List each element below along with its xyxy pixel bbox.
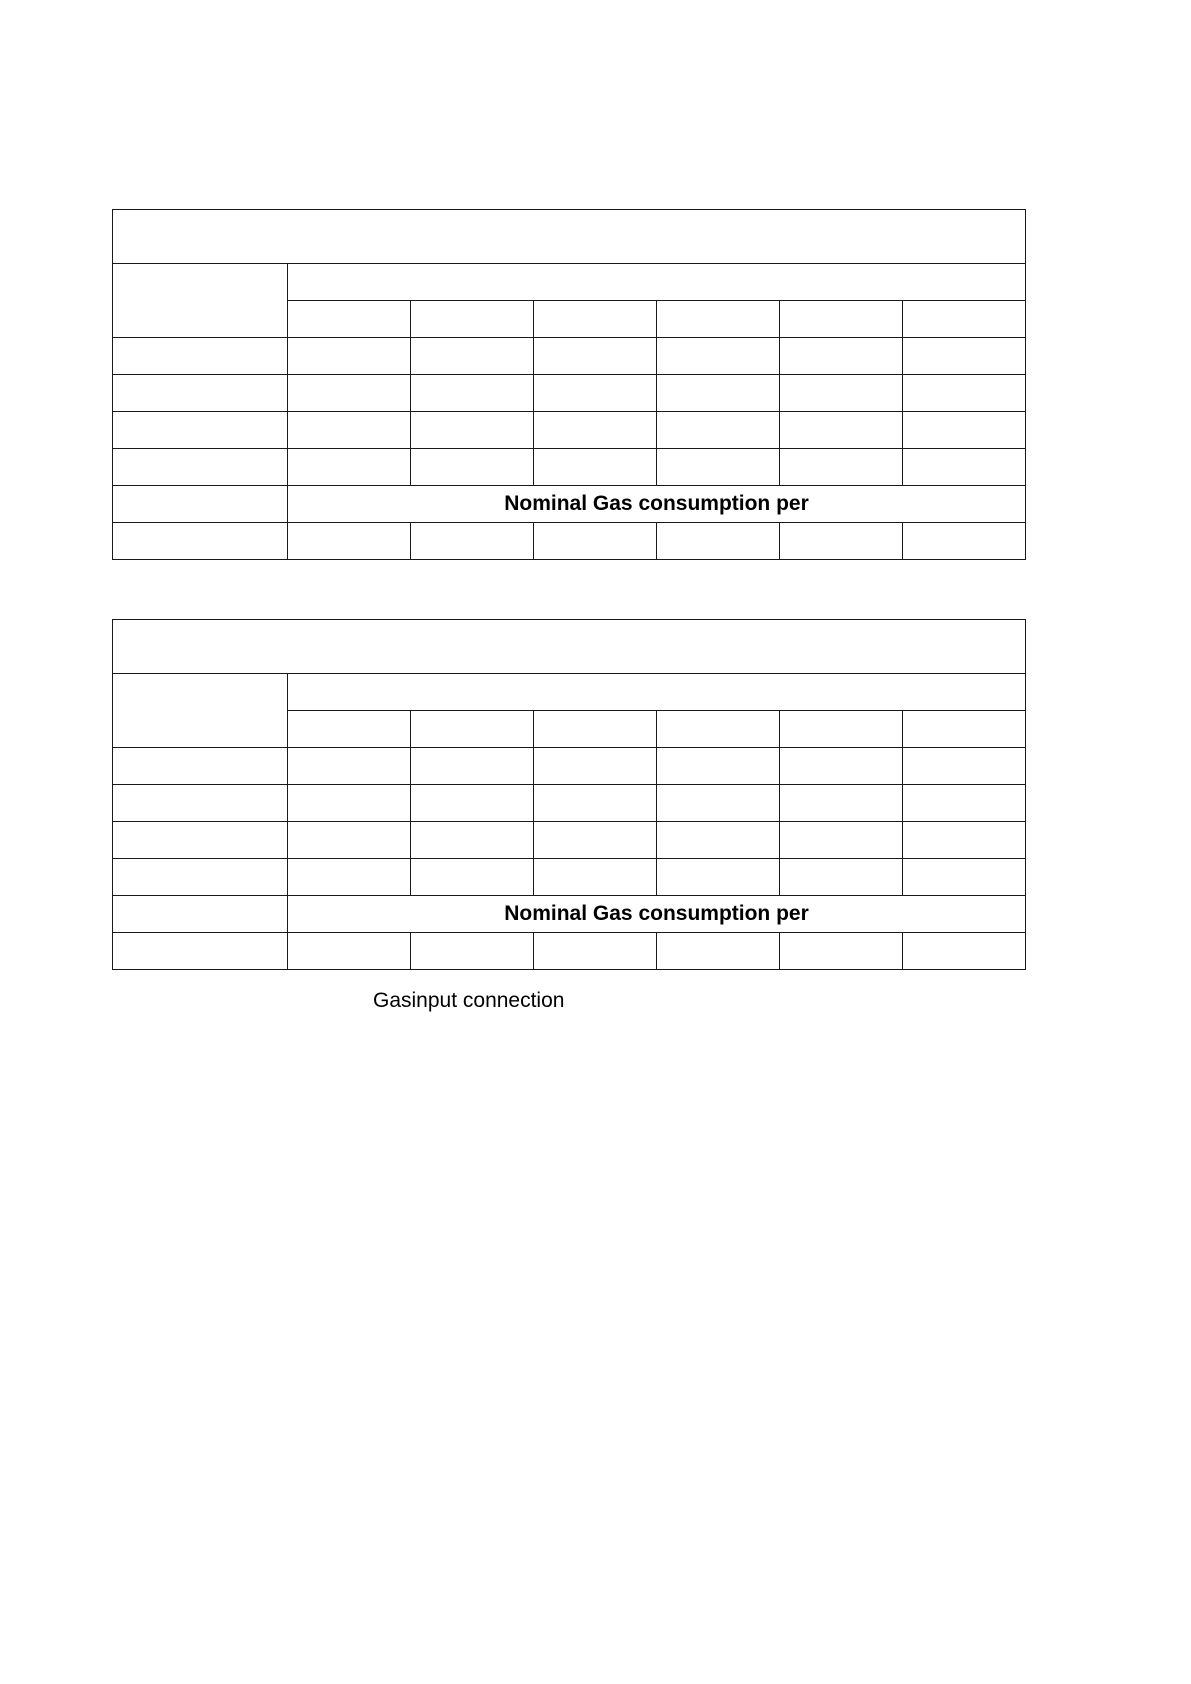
note-row	[113, 896, 1026, 933]
table-cell	[288, 375, 411, 412]
table-cell	[657, 375, 780, 412]
table-cell	[411, 859, 534, 896]
column-header-cell	[903, 301, 1026, 338]
table-cell	[534, 523, 657, 560]
table-cell	[903, 449, 1026, 486]
table-cell	[657, 822, 780, 859]
table-title-cell	[113, 620, 1026, 674]
table-title-cell	[113, 210, 1026, 264]
table-cell	[113, 785, 288, 822]
column-header-cell	[657, 301, 780, 338]
table-cell	[411, 375, 534, 412]
table-cell	[903, 748, 1026, 785]
column-header-cell	[411, 711, 534, 748]
table-row	[113, 412, 1026, 449]
header-row	[113, 674, 1026, 711]
table-cell	[780, 338, 903, 375]
column-header-cell	[780, 301, 903, 338]
table-cell	[657, 523, 780, 560]
table-cell	[411, 338, 534, 375]
table-cell	[903, 338, 1026, 375]
column-group-header-cell	[288, 264, 1026, 301]
column-header-cell	[780, 711, 903, 748]
table-cell	[534, 338, 657, 375]
table-cell	[288, 785, 411, 822]
table-cell	[903, 523, 1026, 560]
table-cell	[903, 375, 1026, 412]
table-cell	[411, 785, 534, 822]
gas-consumption-note: Nominal Gas consumption per	[288, 486, 1026, 523]
table-cell	[534, 412, 657, 449]
column-group-header-cell	[288, 674, 1026, 711]
table-cell	[657, 859, 780, 896]
table-cell	[411, 449, 534, 486]
table-cell	[780, 933, 903, 970]
table-cell	[113, 748, 288, 785]
column-header-cell	[903, 711, 1026, 748]
table-row	[113, 338, 1026, 375]
header-row	[113, 264, 1026, 301]
gas-table-1	[112, 209, 1026, 560]
table-cell	[411, 412, 534, 449]
table-cell	[411, 748, 534, 785]
table-cell	[411, 822, 534, 859]
note-row	[113, 486, 1026, 523]
table-cell	[534, 933, 657, 970]
table-cell	[903, 822, 1026, 859]
table-cell	[780, 859, 903, 896]
table-row	[113, 523, 1026, 560]
table-cell	[288, 859, 411, 896]
table-cell	[534, 375, 657, 412]
table-cell	[113, 486, 288, 523]
table-row	[113, 449, 1026, 486]
table-cell	[903, 933, 1026, 970]
table-cell	[288, 338, 411, 375]
table-cell	[534, 822, 657, 859]
column-header-cell	[534, 301, 657, 338]
table-row	[113, 933, 1026, 970]
column-header-cell	[657, 711, 780, 748]
table-cell	[288, 412, 411, 449]
column-header-cell	[534, 711, 657, 748]
table-cell	[411, 523, 534, 560]
table-cell	[288, 822, 411, 859]
table-cell	[113, 338, 288, 375]
table-cell	[780, 449, 903, 486]
table-row	[113, 748, 1026, 785]
table-cell	[288, 449, 411, 486]
table-cell	[903, 785, 1026, 822]
table-row	[113, 375, 1026, 412]
table-cell	[113, 412, 288, 449]
table-cell	[113, 523, 288, 560]
table-cell	[903, 859, 1026, 896]
table-row	[113, 859, 1026, 896]
table-cell	[780, 412, 903, 449]
table-cell	[657, 748, 780, 785]
table-cell	[288, 748, 411, 785]
table-cell	[657, 412, 780, 449]
table-row	[113, 822, 1026, 859]
gas-consumption-note: Nominal Gas consumption per	[288, 896, 1026, 933]
table-cell	[113, 822, 288, 859]
table-cell	[113, 449, 288, 486]
column-header-cell	[288, 301, 411, 338]
column-header-cell	[288, 711, 411, 748]
table-cell	[657, 338, 780, 375]
table-cell	[288, 933, 411, 970]
row-label-header-cell	[113, 264, 288, 338]
table-cell	[780, 785, 903, 822]
row-label-header-cell	[113, 674, 288, 748]
table-cell	[657, 785, 780, 822]
table-cell	[288, 523, 411, 560]
table-cell	[657, 449, 780, 486]
table-title-row	[113, 210, 1026, 264]
table-cell	[780, 748, 903, 785]
gas-table-2	[112, 619, 1026, 970]
gas-input-caption: Gasinput connection	[373, 989, 565, 1012]
table-cell	[411, 933, 534, 970]
table-cell	[113, 896, 288, 933]
table-cell	[534, 785, 657, 822]
table-cell	[657, 933, 780, 970]
table-row	[113, 785, 1026, 822]
table-cell	[780, 822, 903, 859]
table-title-row	[113, 620, 1026, 674]
column-header-cell	[411, 301, 534, 338]
table-cell	[113, 933, 288, 970]
table-cell	[903, 412, 1026, 449]
table-cell	[534, 748, 657, 785]
table-cell	[534, 449, 657, 486]
table-cell	[113, 859, 288, 896]
table-cell	[534, 859, 657, 896]
table-cell	[113, 375, 288, 412]
table-cell	[780, 523, 903, 560]
table-cell	[780, 375, 903, 412]
